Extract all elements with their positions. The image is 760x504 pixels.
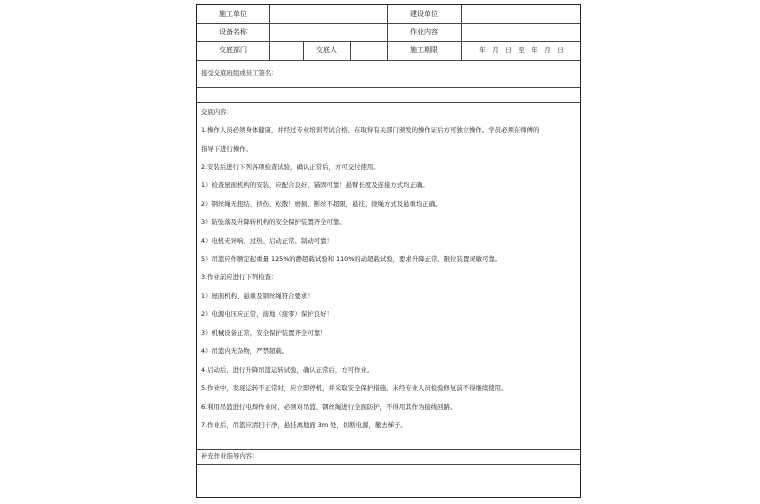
content-line: 2.安装后进行下列各项检查试验，确认正常后，方可交付使用。 <box>201 163 380 171</box>
col-divider <box>350 41 351 60</box>
handover-dept-label: 交底部门 <box>219 46 247 54</box>
content-line: 2）钢丝绳无扭结、挤伤、松散！磨损、断丝不超限，悬挂、绕绳方式及悬重均正确。 <box>201 200 442 208</box>
equipment-name-label: 设备名称 <box>219 28 247 36</box>
content-title: 交底内容： <box>201 108 233 116</box>
client-unit-label: 建设单位 <box>410 10 438 18</box>
row-divider <box>197 102 580 103</box>
content-line: 1）屋面机构、悬重及钢丝绳符合要求！ <box>201 292 314 300</box>
col-divider <box>269 5 270 60</box>
work-content-label: 作业内容 <box>410 28 438 36</box>
handover-form <box>196 4 581 498</box>
row-divider <box>197 87 580 88</box>
content-line: 7.作业后，吊篮应清扫干净，悬挂离地面 3m 处，切断电源，撤去梯子。 <box>201 421 407 429</box>
content-line: 指导下进行操作。 <box>201 145 253 153</box>
row-divider <box>197 60 580 61</box>
content-line: 6.利用吊篮进行电焊作业时，必须对吊篮、钢丝绳进行全面防护，不得用其作为接线回路。 <box>201 403 457 411</box>
content-line: 3）机械设备正常，安全保护装置齐全可靠！ <box>201 329 327 337</box>
content-line: 1）检查屋面机构的安装，应配合良好，锚固可靠！悬臂长度及连接方式均正确。 <box>201 181 429 189</box>
content-line: 5）吊篮应作额定起重量 125%的静超载试验和 110%的动超载试验，要求升降正常，限位装置灵敏可靠。 <box>201 255 502 263</box>
content-line: 4.启动后，进行升降吊篮运转试验，确认正常后，方可作业。 <box>201 366 374 374</box>
content-line: 2）电源电压应正常，接地（接零）保护良好！ <box>201 310 333 318</box>
content-line: 3）防坠落及升降转机构的安全保护装置齐全可靠。 <box>201 218 346 226</box>
content-line: 3.作业前应进行下列检查： <box>201 273 278 281</box>
row-divider <box>197 464 580 465</box>
row-divider <box>197 449 580 450</box>
period-value: 年 月 日 至 年 月 日 <box>479 46 564 54</box>
construction-period-label: 施工期限 <box>410 46 438 54</box>
supplement-label: 补充作业指导内容： <box>201 452 259 460</box>
construction-unit-label: 施工单位 <box>219 10 247 18</box>
handover-person-label: 交底人 <box>316 46 337 54</box>
content-line: 1.操作人员必须身体健康，并经过专业培训考试合格，在取得有关部门颁发的操作证后方可独立操作。学员必须在师傅的 <box>201 126 540 134</box>
content-line: 4）吊篮内无杂物，严禁超载。 <box>201 347 289 355</box>
content-line: 4）电机无异响、过热、启动正常、制动可靠！ <box>201 237 333 245</box>
signature-label: 接受交底班组或员工签名： <box>201 69 278 77</box>
content-line: 5.作业中，发现运转不正常时，应立即停机，并采取安全保护措施。未经专业人员检验修复前不得继续使用。 <box>201 384 508 392</box>
